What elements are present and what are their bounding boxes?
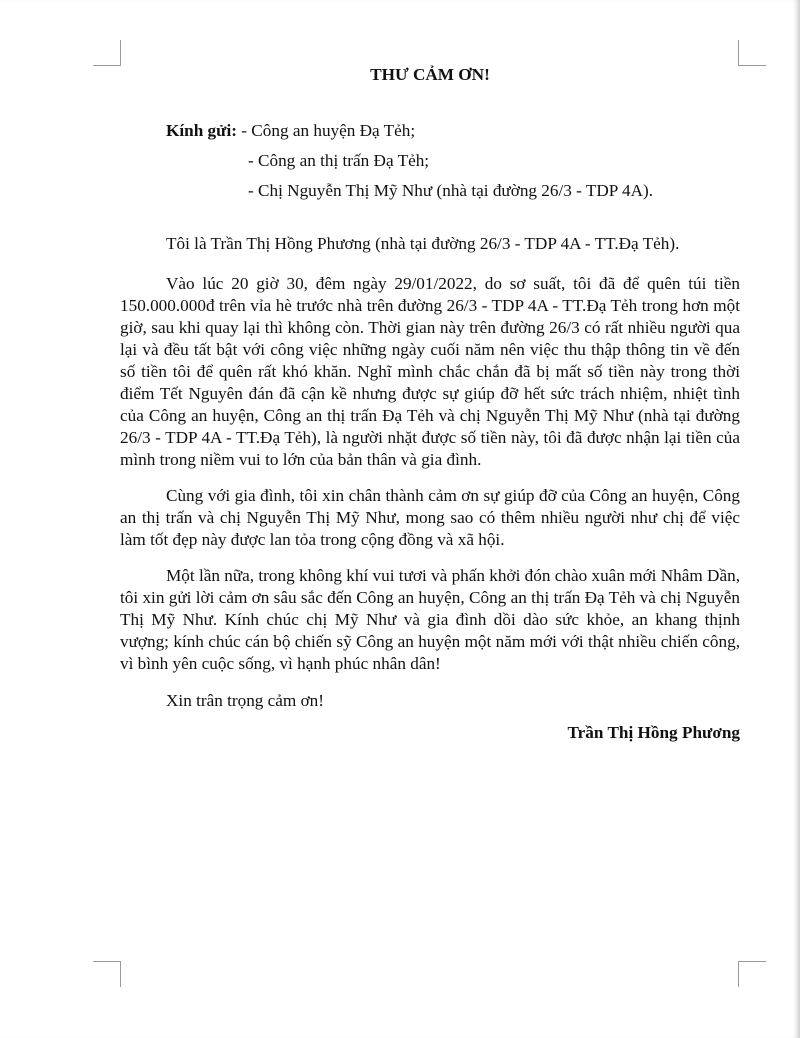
letter-title: THƯ CẢM ƠN! [370, 65, 490, 84]
recipient-line-3 [166, 176, 740, 206]
crop-mark-bottom-right [738, 961, 766, 987]
paragraph-incident: Vào lúc 20 giờ 30, đêm ngày 29/01/2022, do sơ suất, tôi đã để quên túi tiền 150.000.000đ trên vỉa hè trước nhà trên đường 26/3 - TDP 4A - TT.Đạ Tẻh trong hơn một giờ, sau khi quay lại thì không còn. Thời gian này trên đường 26/3 có rất nhiều người qua lại và đều tất bật với công việc những ngày cuối năm nên việc thu thập thông tin về đến số tiền tôi để quên rất khó khăn. Nghĩ mình chắc chắn đã bị mất số tiền này trong thời điểm Tết Nguyên đán đã cận kề nhưng được sự giúp đỡ hết sức trách nhiệm, nhiệt tình của Công an huyện, Công an thị trấn Đạ Tẻh và chị Nguyễn Thị Mỹ Như (nhà tại đường 26/3 - TDP 4A - TT.Đạ Tẻh), là người nhặt được số tiền này, tôi đã được nhận lại tiền của mình trong niềm vui to lớn của bản thân và gia đình. [120, 274, 740, 469]
salutation-label: Kính gửi: [166, 121, 237, 140]
crop-mark-top-left [93, 40, 121, 66]
closing-line: Xin trân trọng cảm ơn! [166, 691, 325, 710]
crop-mark-top-right [738, 40, 766, 66]
recipient-item: - Công an huyện Đạ Tẻh; [236, 121, 416, 140]
signature-name: Trần Thị Hồng Phương [567, 723, 740, 742]
recipient-line-1 [166, 116, 740, 146]
crop-mark-bottom-left [93, 961, 121, 987]
paragraph-thanks: Cùng với gia đình, tôi xin chân thành cảm ơn sự giúp đỡ của Công an huyện, Công an thị trấn và chị Nguyễn Thị Mỹ Như, mong sao có thêm nhiều người như chị để việc làm tốt đẹp này được lan tỏa trong cộng đồng và xã hội. [120, 486, 740, 549]
letter-body [120, 62, 740, 745]
paragraph-new-year-wishes: Một lần nữa, trong không khí vui tươi và phấn khởi đón chào xuân mới Nhâm Dần, tôi xin gửi lời cảm ơn sâu sắc đến Công an huyện, Công an thị trấn Đạ Tẻh và chị Nguyễn Thị Mỹ Như. Kính chúc chị Mỹ Như và gia đình dồi dào sức khỏe, an khang thịnh vượng; kính chúc cán bộ chiến sỹ Công an huyện một năm mới với thật nhiều chiến công, vì bình yên cuộc sống, vì hạnh phúc nhân dân! [120, 566, 740, 673]
intro-line: Tôi là Trần Thị Hồng Phương (nhà tại đường 26/3 - TDP 4A - TT.Đạ Tẻh). [166, 234, 680, 253]
recipient-item: - Chị Nguyễn Thị Mỹ Như (nhà tại đường 26/3 - TDP 4A). [248, 181, 654, 200]
recipient-item: - Công an thị trấn Đạ Tẻh; [248, 151, 430, 170]
recipient-line-2 [166, 146, 740, 176]
recipient-block [166, 116, 740, 206]
